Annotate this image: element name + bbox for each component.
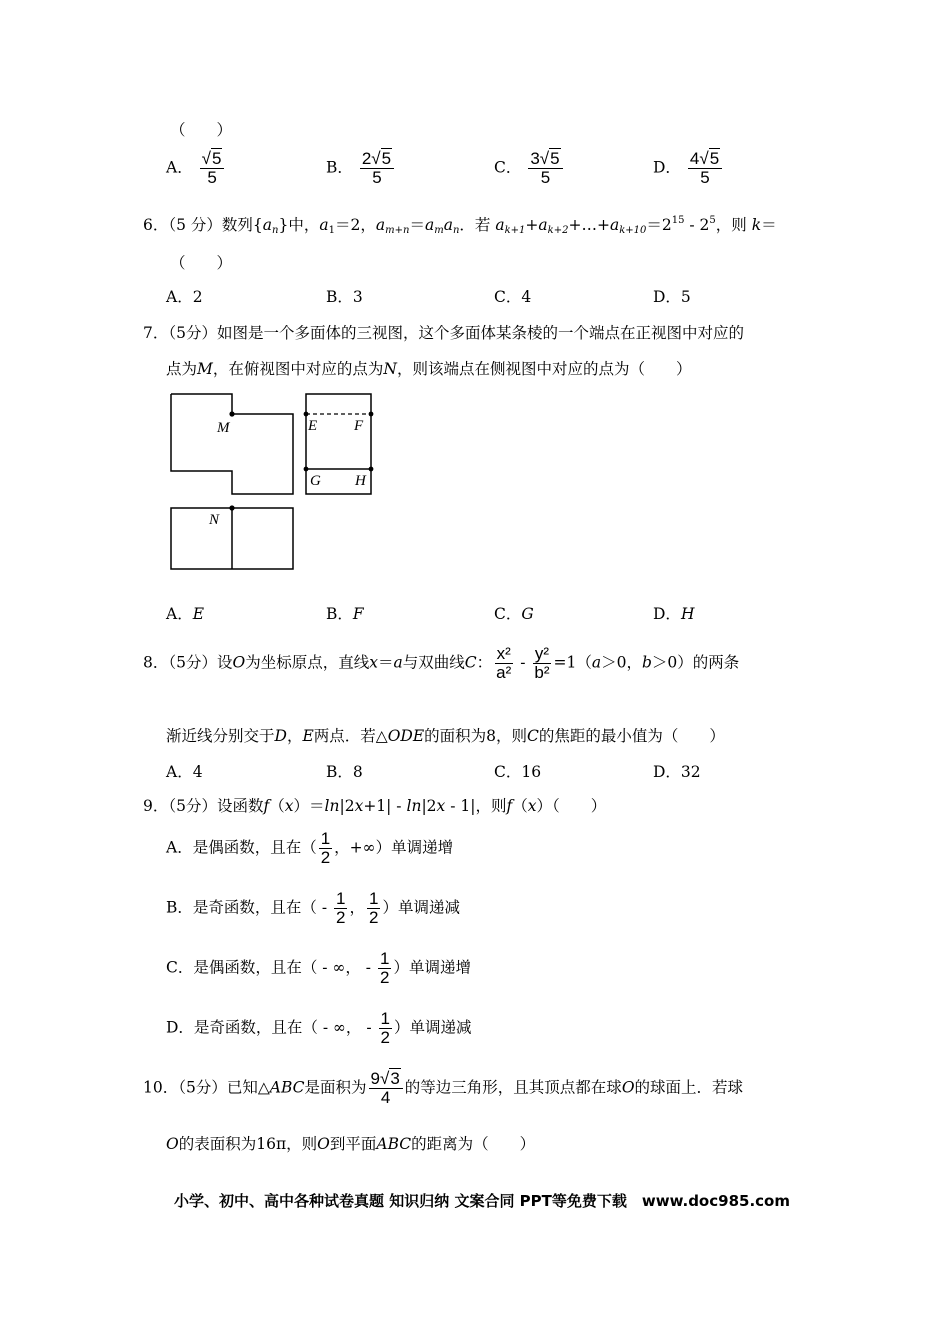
q6-text: ＝2 xyxy=(646,216,672,234)
q9-text: ， xyxy=(349,898,365,917)
q10-var: O xyxy=(317,1135,330,1153)
q7-option-d-label: D． xyxy=(653,605,681,623)
q7-stem-line1: 7．（5分）如图是一个多面体的三视图，这个多面体某条棱的一个端点在正视图中对应的 xyxy=(143,324,744,342)
label-n: N xyxy=(209,512,220,528)
point-g-dot xyxy=(304,467,309,472)
q10-coef: 9 xyxy=(370,1069,380,1088)
q9-text: 9．（5分）设函数 xyxy=(143,797,264,815)
point-n-dot xyxy=(229,505,234,510)
q7-option-c-value: G xyxy=(521,605,534,623)
q7-option-a-label: A． xyxy=(166,605,193,623)
q8-text: 的焦距的最小值为（ ） xyxy=(538,727,725,745)
q9-var: x xyxy=(527,797,537,815)
q5-option-d xyxy=(653,150,724,187)
q9-frac-den: 2 xyxy=(368,907,379,927)
q9-frac-den: 2 xyxy=(380,1027,390,1047)
three-view-figure xyxy=(165,388,380,576)
q10-text: 是面积为 xyxy=(304,1078,367,1097)
q8-stem-line2 xyxy=(166,724,725,746)
front-view-outline xyxy=(171,394,293,494)
q6-sub: k+10 xyxy=(619,225,647,236)
q10-radicand: 3 xyxy=(390,1069,400,1088)
q9-text: ）单调递减 xyxy=(394,1018,472,1037)
q9-text: ）单调递减 xyxy=(382,898,460,917)
q7-stem-line2 xyxy=(166,357,691,379)
q9-var: f xyxy=(506,797,513,815)
q8-text: 的面积为8，则 xyxy=(424,727,528,745)
q6-text: ＝ xyxy=(409,216,425,234)
q6-var: a xyxy=(609,216,620,234)
q6-text: 数列{ xyxy=(221,216,263,234)
q9-option-a xyxy=(166,830,453,867)
q8-frac-den: a² xyxy=(496,662,512,682)
q6-var: a xyxy=(319,216,329,234)
q9-text: ）（ ） xyxy=(536,797,607,815)
q8-option-c: C．16 xyxy=(494,763,542,781)
point-h-dot xyxy=(369,467,374,472)
q8-text: 8．（5分）设 xyxy=(143,653,233,672)
q9-frac-num: 1 xyxy=(379,949,390,968)
q6-number: 6． xyxy=(143,216,169,234)
q6-text: ‐ 2 xyxy=(684,216,710,234)
q6-sub: 1 xyxy=(328,225,335,236)
q9-a-fraction xyxy=(319,830,332,867)
q9-frac-den: 2 xyxy=(320,847,331,867)
q6-text: ，则 xyxy=(715,216,752,234)
q9-var: x xyxy=(354,797,364,815)
q9-text: |2 xyxy=(339,797,355,815)
q6-sub: n xyxy=(452,225,460,236)
q9-var: f xyxy=(263,797,270,815)
q8-text: ， xyxy=(286,727,303,745)
q6-option-a: A．2 xyxy=(166,288,203,306)
q6-text: }中， xyxy=(278,216,320,234)
q5-option-d-label: D． xyxy=(653,158,681,177)
q8-var: a xyxy=(591,653,602,672)
q8-frac-num: y² xyxy=(534,644,549,663)
label-g: G xyxy=(310,473,321,489)
q10-text: 到平面 xyxy=(329,1135,377,1153)
q9-frac-num: 1 xyxy=(380,1009,390,1028)
q9-text: ，+∞）单调递增 xyxy=(334,838,454,857)
q7-text: ，则该端点在侧视图中对应的点为（ ） xyxy=(396,360,692,378)
q10-stem-line1 xyxy=(143,1070,743,1107)
q8-text: ＞0， xyxy=(601,653,642,672)
q8-var: C xyxy=(527,727,539,745)
q6-option-c: C．4 xyxy=(494,288,532,306)
q8-frac-num: x² xyxy=(496,644,511,663)
q10-text: 的等边三角形，且其顶点都在球 xyxy=(404,1078,622,1097)
q9-text: B．是奇函数，且在（ ‐ xyxy=(166,898,332,917)
q7-option-a-value: E xyxy=(192,605,205,623)
q5-b-coef: 2 xyxy=(361,149,372,168)
q7-option-d xyxy=(653,602,694,624)
q9-text: D．是奇函数，且在（ ‐ ∞， ‐ xyxy=(166,1018,377,1037)
q8-text: ： xyxy=(476,653,493,672)
q8-var: b xyxy=(641,653,652,672)
q8-text: 渐近线分别交于 xyxy=(166,727,275,745)
q9-text: +1| ‐ xyxy=(363,797,407,815)
q6-sub: k+2 xyxy=(547,225,569,236)
q6-stem xyxy=(143,213,777,236)
q9-frac-num: 1 xyxy=(320,829,331,848)
q5-option-a-fraction: $\frac{√5}{5}$ xyxy=(200,150,225,187)
q8-fraction-y xyxy=(532,645,551,682)
q9-text: （ xyxy=(269,797,285,815)
q10-var: O xyxy=(166,1135,179,1153)
q5-d-den: 5 xyxy=(700,167,710,187)
q8-fraction-x xyxy=(494,645,513,682)
q9-text: |2 xyxy=(421,797,437,815)
q9-b-fraction-2 xyxy=(367,890,380,927)
q8-var: ODE xyxy=(387,727,425,745)
q6-sup: 5 xyxy=(709,215,716,226)
q9-var: ln xyxy=(406,797,422,815)
q10-var: O xyxy=(621,1078,635,1097)
q5-a-den: 5 xyxy=(207,167,217,187)
label-e: E xyxy=(308,418,318,434)
q5-option-b xyxy=(326,150,396,187)
q5-option-c-fraction: $\frac{3√5}{5}$ xyxy=(528,150,562,187)
q5-a-radicand: 5 xyxy=(211,149,222,168)
label-m: M xyxy=(217,420,230,436)
q6-text: ＝2， xyxy=(335,216,376,234)
q5-c-radicand: 5 xyxy=(550,149,560,168)
q6-sub: n xyxy=(272,225,279,236)
q5-paren: （ ） xyxy=(170,121,233,139)
q8-stem-line1 xyxy=(143,645,739,682)
q6-text: ．若 xyxy=(459,216,496,234)
q5-d-radicand: 5 xyxy=(709,149,720,168)
q6-var: k xyxy=(751,216,762,234)
point-f-dot xyxy=(369,412,374,417)
q6-var: a xyxy=(262,216,273,234)
q8-option-a: A．4 xyxy=(166,763,203,781)
q6-score: （5 分） xyxy=(168,216,222,234)
q6-var: a xyxy=(495,216,505,234)
q6-paren: （ ） xyxy=(170,254,233,272)
q8-var: x xyxy=(369,653,378,672)
q7-option-c xyxy=(494,602,534,624)
q8-text: 两点．若△ xyxy=(313,727,388,745)
q8-text: 为坐标原点，直线 xyxy=(245,653,370,672)
q5-c-den: 5 xyxy=(540,167,551,187)
q9-b-fraction-1 xyxy=(334,890,347,927)
q9-option-d xyxy=(166,1010,472,1047)
q10-text: 的距离为（ ） xyxy=(411,1135,536,1153)
q9-text: （ xyxy=(512,797,528,815)
q10-area-fraction: $\frac{9√3}{4}$ xyxy=(369,1070,403,1107)
q7-var: M xyxy=(197,360,213,378)
q8-var: D xyxy=(274,727,287,745)
q10-var: ABC xyxy=(376,1135,412,1153)
q8-var: a xyxy=(393,653,403,672)
q9-frac-den: 2 xyxy=(335,907,346,927)
q7-text: ，在俯视图中对应的点为 xyxy=(212,360,384,378)
label-f: F xyxy=(354,418,364,434)
q10-var: ABC xyxy=(269,1078,305,1097)
q5-option-d-fraction: $\frac{4√5}{5}$ xyxy=(688,150,722,187)
q6-sub: m xyxy=(434,225,444,236)
q6-var: a xyxy=(424,216,435,234)
q7-option-a xyxy=(166,602,204,624)
q7-var: N xyxy=(383,360,397,378)
q5-c-coef: 3 xyxy=(530,149,540,168)
q6-sup: 15 xyxy=(671,215,685,226)
q6-var: a xyxy=(443,216,453,234)
q8-text: =1（ xyxy=(553,653,592,672)
q9-option-c xyxy=(166,950,471,987)
q9-var: x xyxy=(436,797,446,815)
q9-frac-den: 2 xyxy=(379,967,390,987)
q10-den: 4 xyxy=(380,1087,391,1107)
q8-option-d: D．32 xyxy=(653,763,701,781)
q6-sub: k+1 xyxy=(504,225,526,236)
q5-b-den: 5 xyxy=(372,167,382,187)
q9-stem xyxy=(143,794,606,816)
point-e-dot xyxy=(304,412,309,417)
q8-text: ＞0）的两条 xyxy=(651,653,740,672)
q9-var: ln xyxy=(324,797,340,815)
q8-var: C xyxy=(464,653,477,672)
q8-text: ‐ xyxy=(515,653,531,672)
point-m-dot xyxy=(229,411,234,416)
q9-c-fraction xyxy=(378,950,391,987)
q8-text: 与双曲线 xyxy=(402,653,465,672)
q8-frac-den: b² xyxy=(534,662,550,682)
q6-text: ＝ xyxy=(761,216,777,234)
q7-option-d-value: H xyxy=(680,605,695,623)
q9-text: ）单调递增 xyxy=(393,958,471,977)
q9-text: A．是偶函数，且在（ xyxy=(166,838,317,857)
q8-var: E xyxy=(302,727,314,745)
label-h: H xyxy=(355,473,366,489)
q10-text: 的球面上．若球 xyxy=(634,1078,744,1097)
q8-option-b: B．8 xyxy=(326,763,363,781)
q5-option-a-label: A． xyxy=(166,158,193,177)
q6-var: a xyxy=(375,216,386,234)
q9-option-b xyxy=(166,890,460,927)
q6-sub: m+n xyxy=(385,225,410,236)
q10-text: 10．（5分）已知△ xyxy=(143,1078,270,1097)
q6-text: +…+ xyxy=(568,216,610,234)
q5-option-a xyxy=(166,150,226,187)
q7-option-c-label: C． xyxy=(494,605,522,623)
q7-option-b-value: F xyxy=(352,605,364,623)
q9-text: C．是偶函数，且在（ ‐ ∞， ‐ xyxy=(166,958,376,977)
q9-frac-num: 1 xyxy=(368,889,379,908)
q5-option-c-label: C． xyxy=(494,158,522,177)
q9-d-fraction xyxy=(379,1010,392,1047)
q7-option-b xyxy=(326,602,364,624)
q10-text: 的表面积为16π，则 xyxy=(178,1135,318,1153)
q9-frac-num: 1 xyxy=(335,889,346,908)
q8-text: ＝ xyxy=(377,653,394,672)
q5-option-c xyxy=(494,150,565,187)
q5-b-radicand: 5 xyxy=(381,149,392,168)
q6-var: a xyxy=(538,216,548,234)
q6-option-d: D．5 xyxy=(653,288,691,306)
q6-text: + xyxy=(525,216,539,234)
q6-option-b: B．3 xyxy=(326,288,363,306)
q9-var: x xyxy=(284,797,294,815)
q5-option-b-label: B． xyxy=(326,158,353,177)
q9-text: ）＝ xyxy=(293,797,325,815)
q7-text: 点为 xyxy=(166,360,198,378)
q7-option-b-label: B． xyxy=(326,605,353,623)
page-footer: 小学、初中、高中各种试卷真题 知识归纳 文案合同 PPT等免费下载 www.doc985.com xyxy=(174,1192,790,1210)
q10-stem-line2 xyxy=(166,1132,535,1154)
q5-option-b-fraction: $\frac{2√5}{5}$ xyxy=(360,150,394,187)
q8-var: O xyxy=(232,653,246,672)
q9-text: ‐ 1|，则 xyxy=(445,797,507,815)
q5-d-coef: 4 xyxy=(689,149,700,168)
